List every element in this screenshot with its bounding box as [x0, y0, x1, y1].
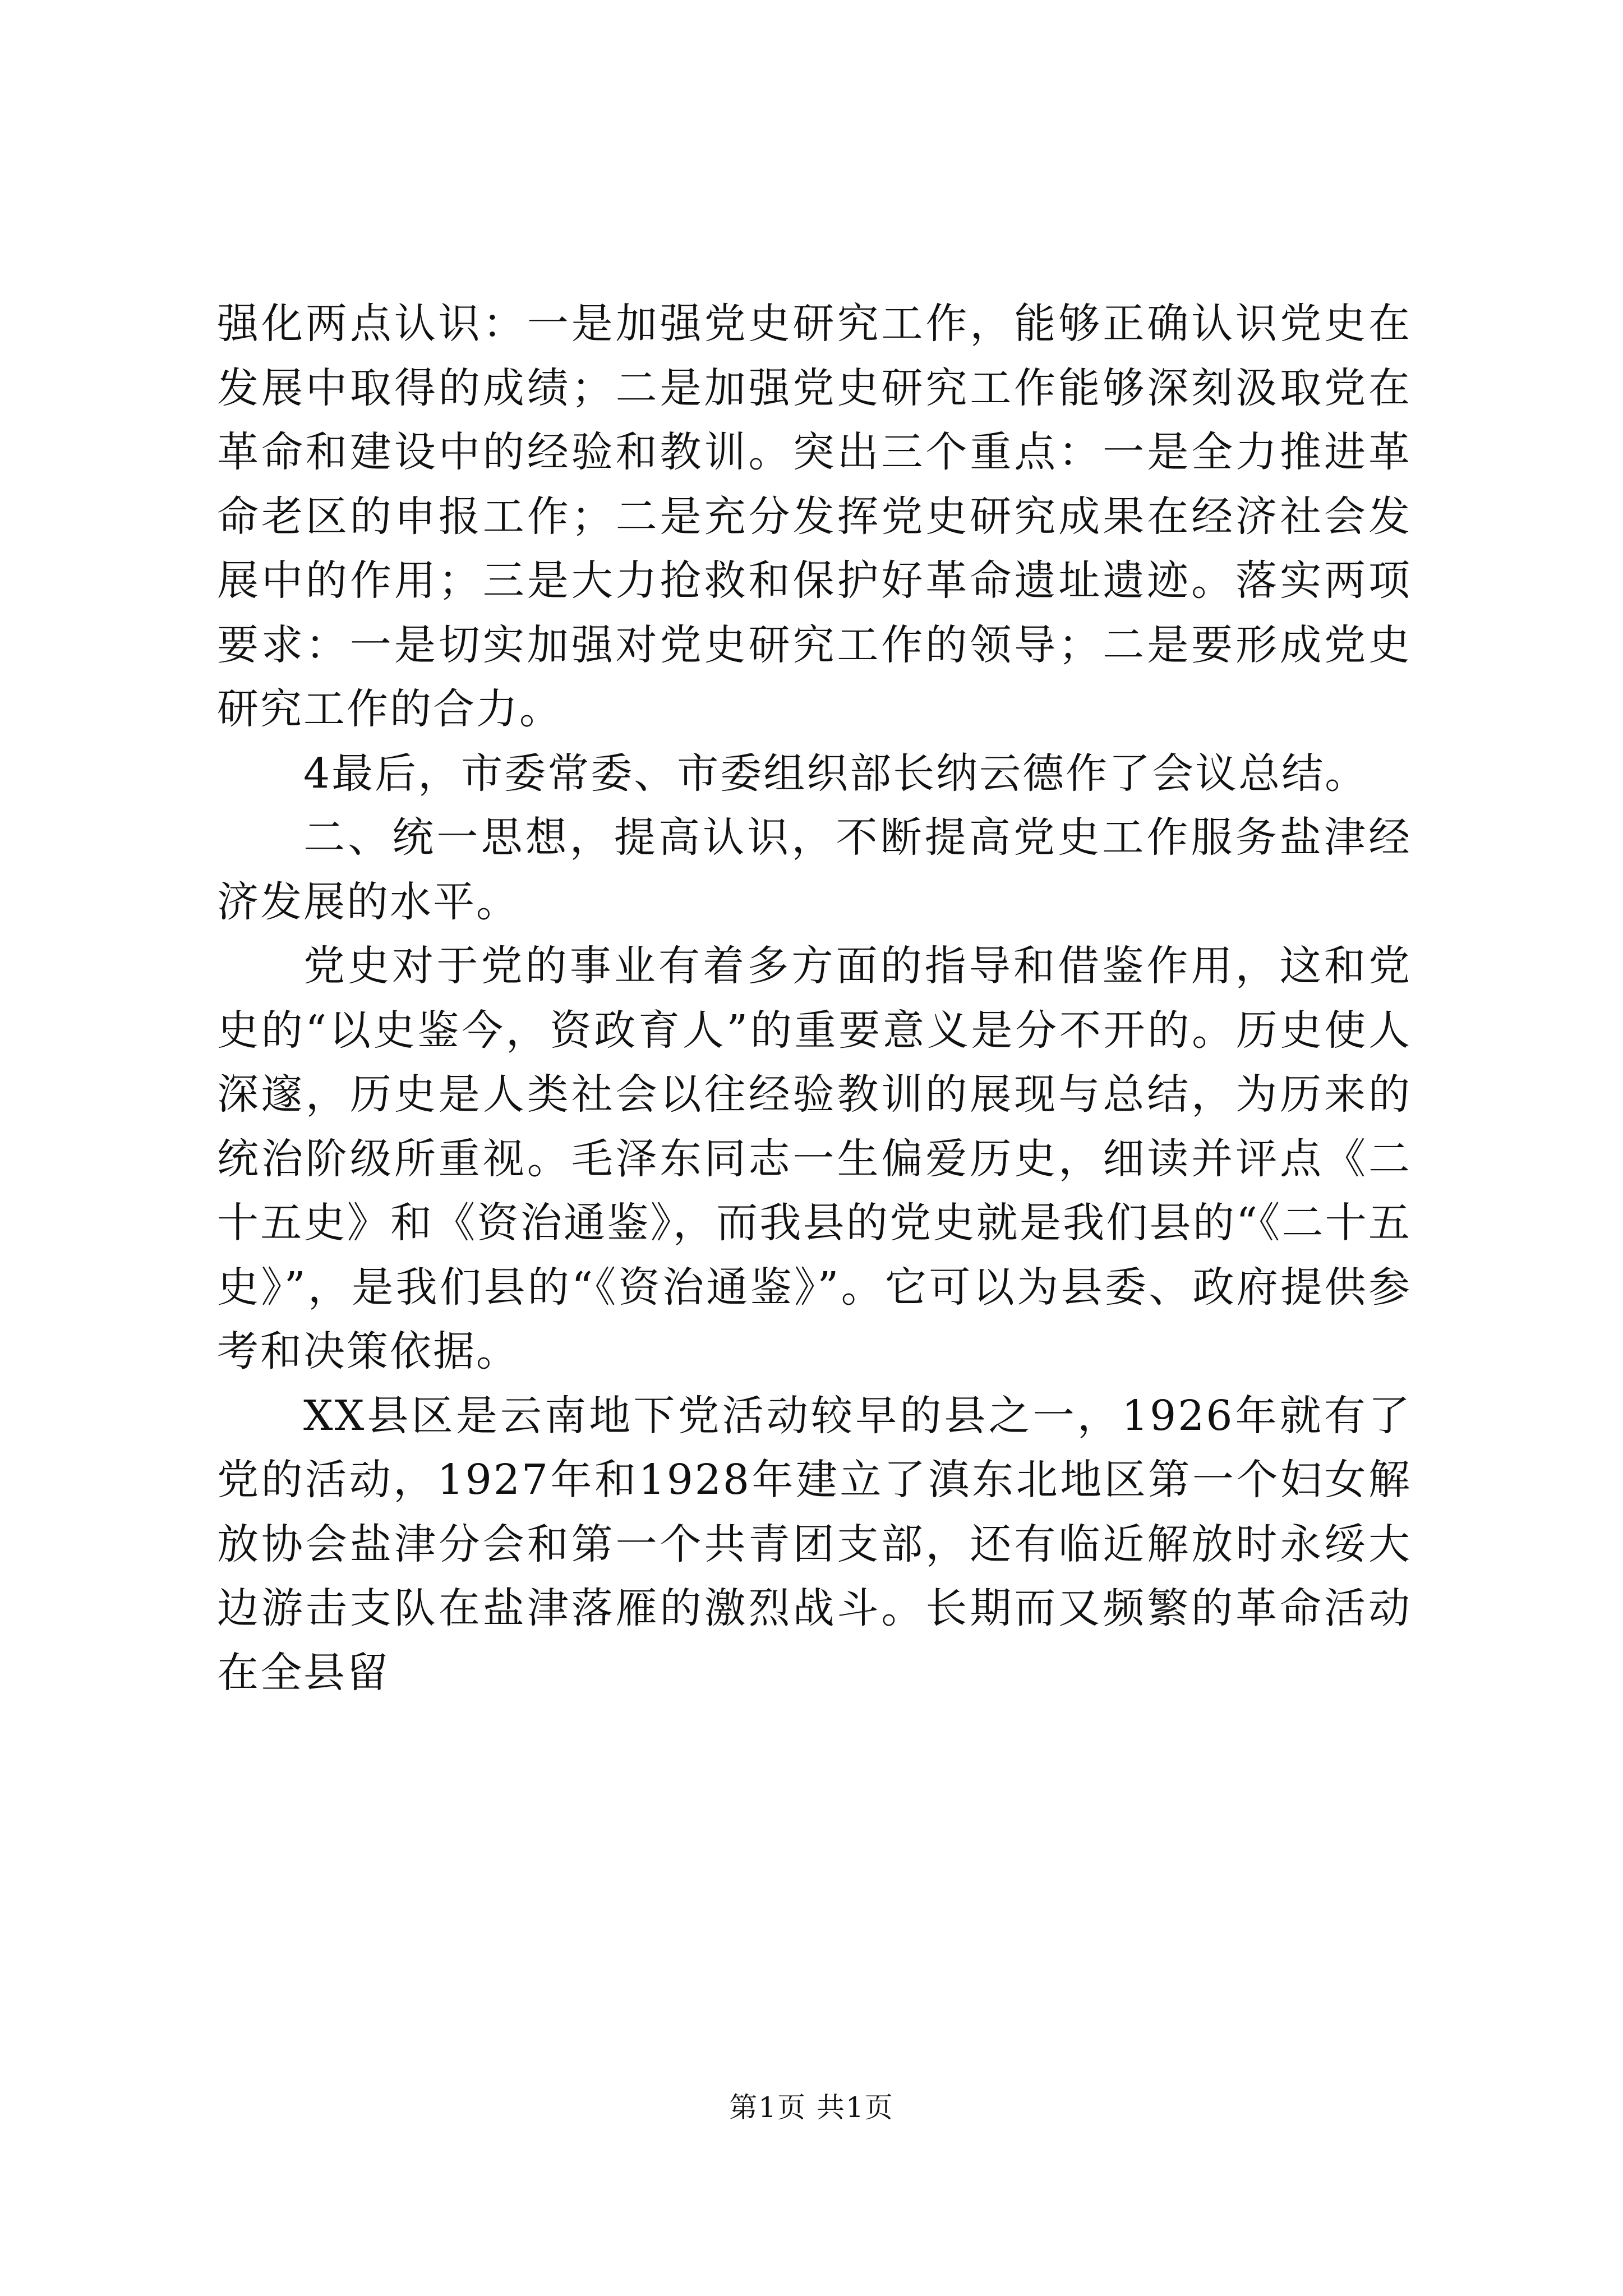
- paragraph-2: 4最后，市委常委、市委组织部长纳云德作了会议总结。: [303, 749, 1368, 798]
- page-footer: 第1页 共1页: [729, 2091, 894, 2124]
- body-text: [217, 292, 1412, 1705]
- paragraph-3: 二、统一思想，提高认识，不断提高党史工作服务盐津经济发展的水平。: [217, 813, 1412, 926]
- paragraph-1: 强化两点认识：一是加强党史研究工作，能够正确认识党史在发展中取得的成绩；二是加强党史研究工作能够深刻汲取党在革命和建设中的经验和教训。突出三个重点：一是全力推进革命老区的申报工作；二是充分发挥党史研究成果在经济社会发展中的作用；三是大力抢救和保护好革命遗址遗迹。落实两项要求：一是切实加强对党史研究工作的领导；二是要形成党史研究工作的合力。: [217, 300, 1412, 733]
- paragraph-4: 党史对于党的事业有着多方面的指导和借鉴作用，这和党史的“以史鉴今，资政育人”的重要意义是分不开的。历史使人深邃，历史是人类社会以往经验教训的展现与总结，为历来的统治阶级所重视。毛泽东同志一生偏爱历史，细读并评点《二十五史》和《资治通鉴》，而我县的党史就是我们县的“《二十五史》”，是我们县的“《资治通鉴》”。它可以为县委、政府提供参考和决策依据。: [217, 942, 1412, 1375]
- paragraph-5: XX县区是云南地下党活动较早的县之一，1926年就有了党的活动，1927年和1928年建立了滇东北地区第一个妇女解放协会盐津分会和第一个共青团支部，还有临近解放时永绥大边游击支队在盐津落雁的激烈战斗。长期而又频繁的革命活动在全县留: [217, 1391, 1412, 1697]
